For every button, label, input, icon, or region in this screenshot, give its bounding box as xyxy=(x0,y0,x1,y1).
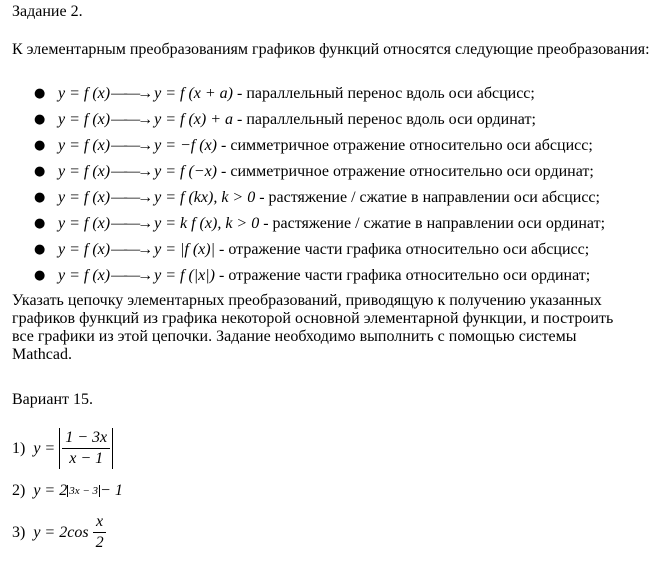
formula: y = f (x) xyxy=(58,189,111,206)
formula: y = f (x) xyxy=(58,215,111,232)
formula-lhs: y = 2cos xyxy=(33,523,89,541)
fraction xyxy=(62,428,110,469)
rule-description: - отражение части графика относительно оси ординат; xyxy=(215,267,591,284)
formula-exponent: 3x − 3 xyxy=(69,485,99,497)
arrow-icon: ——→ xyxy=(111,163,151,180)
fraction xyxy=(93,512,107,553)
bullet-icon: ● xyxy=(34,112,46,127)
exercise-3 xyxy=(12,512,107,553)
formula: y = k f (x), k > 0 xyxy=(154,215,260,232)
bullet-icon: ● xyxy=(34,86,46,101)
formula: y = |f (x)| xyxy=(154,241,216,258)
formula: y = f (x) + a xyxy=(154,111,234,128)
bullet-icon: ● xyxy=(34,164,46,179)
intro-paragraph: К элементарным преобразованиям графиков функций относятся следующие преобразования: xyxy=(12,41,650,58)
list-item xyxy=(12,109,662,135)
bullet-icon: ● xyxy=(34,216,46,231)
exercise-number: 1) xyxy=(12,439,26,457)
arrow-icon: ——→ xyxy=(111,137,151,154)
fraction-numerator: x xyxy=(93,512,106,533)
arrow-icon: ——→ xyxy=(111,241,151,258)
formula: y = f (x) xyxy=(58,241,111,258)
exercise-1 xyxy=(12,428,113,469)
bullet-icon: ● xyxy=(34,190,46,205)
rule-description: - симметричное отражение относительно оси ординат; xyxy=(217,163,594,180)
rule-description: - растяжение / сжатие в направлении оси абсцисс; xyxy=(255,189,600,206)
transformation-list xyxy=(12,83,662,291)
formula: y = f (x) xyxy=(58,163,111,180)
rule-description: - параллельный перенос вдоль оси ординат; xyxy=(233,111,536,128)
list-item xyxy=(12,213,662,239)
arrow-icon: ——→ xyxy=(111,85,151,102)
exercise-number: 2) xyxy=(12,482,26,499)
formula-lhs: y = xyxy=(33,439,56,457)
rule-description: - параллельный перенос вдоль оси абсцисс; xyxy=(233,85,535,102)
arrow-icon: ——→ xyxy=(111,111,151,128)
bullet-icon: ● xyxy=(34,242,46,257)
formula: y = f (|x|) xyxy=(154,267,216,284)
arrow-icon: ——→ xyxy=(111,267,151,284)
formula-lhs: y = 2 xyxy=(33,482,68,499)
variant-heading: Вариант 15. xyxy=(12,391,93,408)
task-paragraph: Указать цепочку элементарных преобразований, приводящую к получению указанных графиков функций из графика некоторой основной элементарной функции, и построить все графики из этой цепочки. Задание необходимо выполнить с помощью системы Mathcad. xyxy=(12,292,614,363)
list-item xyxy=(12,135,662,161)
formula: y = f (x) xyxy=(58,85,111,102)
formula: y = f (−x) xyxy=(154,163,218,180)
bullet-icon: ● xyxy=(34,138,46,153)
formula: y = f (x) xyxy=(58,137,111,154)
list-item xyxy=(12,239,662,265)
absolute-value xyxy=(59,428,113,469)
rule-description: - отражение части графика относительно оси абсцисс; xyxy=(215,241,590,258)
exercise-2 xyxy=(12,482,123,500)
formula: y = −f (x) xyxy=(154,137,218,154)
list-item xyxy=(12,187,662,213)
rule-description: - симметричное отражение относительно оси абсцисс; xyxy=(217,137,593,154)
formula-tail: − 1 xyxy=(100,482,123,499)
fraction-denominator: 2 xyxy=(95,534,104,551)
formula: y = f (x) xyxy=(58,111,111,128)
arrow-icon: ——→ xyxy=(111,215,151,232)
arrow-icon: ——→ xyxy=(111,189,151,206)
rule-description: - растяжение / сжатие в направлении оси ординат; xyxy=(259,215,606,232)
exercise-number: 3) xyxy=(12,523,26,541)
formula: y = f (kx), k > 0 xyxy=(154,189,256,206)
list-item xyxy=(12,265,662,291)
list-item xyxy=(12,83,662,109)
task-title: Задание 2. xyxy=(12,3,83,20)
fraction-numerator: 1 − 3x xyxy=(62,428,110,449)
list-item xyxy=(12,161,662,187)
formula: y = f (x + a) xyxy=(154,85,234,102)
fraction-denominator: x − 1 xyxy=(69,450,104,467)
bullet-icon: ● xyxy=(34,268,46,283)
formula: y = f (x) xyxy=(58,267,111,284)
